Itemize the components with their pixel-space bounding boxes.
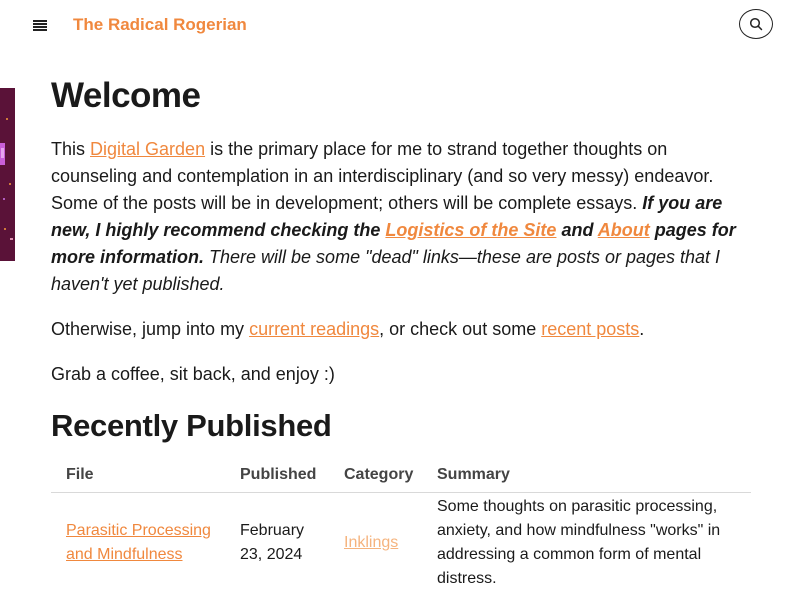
table-row <box>51 493 751 613</box>
otherwise-paragraph: Otherwise, jump into my current readings, or check out some recent posts. <box>51 319 645 339</box>
post-summary: Some thoughts on parasitic processing, anxiety, and how mindfulness "works" in addressing a common form of mental distress. <box>437 498 721 587</box>
column-header-file[interactable]: File <box>66 466 94 483</box>
column-header-category[interactable]: Category <box>344 466 414 483</box>
logistics-of-the-site-link[interactable]: Logistics of the Site <box>385 220 557 240</box>
search-button[interactable] <box>739 9 773 39</box>
digital-garden-link[interactable]: Digital Garden <box>90 139 206 159</box>
sidebar-artwork-image <box>0 88 15 261</box>
post-file-link[interactable]: Parasitic Processing and Mindfulness <box>66 522 211 563</box>
main-content <box>51 74 751 587</box>
about-link[interactable]: About <box>597 220 650 240</box>
intro-paragraph: This Digital Garden is the primary place for me to strand together thoughts on counseling and contemplation in an interdisciplinary (and so very messy) endeavor. Some of the posts will be in development; others will be complete essays. If you are new, I highly recommend checking the Logistics of the Site and About pages for more information. There will be some "dead" links—these are posts or pages that I haven't yet published. <box>51 139 736 294</box>
recently-published-heading: Recently Published <box>51 408 332 443</box>
post-published-date: February 23, 2024 <box>240 522 305 563</box>
recently-published-table <box>51 454 751 613</box>
coffee-paragraph: Grab a coffee, sit back, and enjoy :) <box>51 364 335 384</box>
site-title-link[interactable]: The Radical Rogerian <box>73 15 247 34</box>
current-readings-link[interactable]: current readings <box>249 319 380 339</box>
column-header-summary[interactable]: Summary <box>437 466 510 483</box>
post-category-link[interactable]: Inklings <box>344 534 399 551</box>
column-header-published[interactable]: Published <box>240 466 317 483</box>
recent-posts-link[interactable]: recent posts <box>541 319 640 339</box>
page-title: Welcome <box>51 76 201 115</box>
top-bar <box>0 0 800 52</box>
table-header-row <box>51 454 751 493</box>
search-icon <box>749 17 763 31</box>
hamburger-menu-icon[interactable] <box>33 20 47 32</box>
